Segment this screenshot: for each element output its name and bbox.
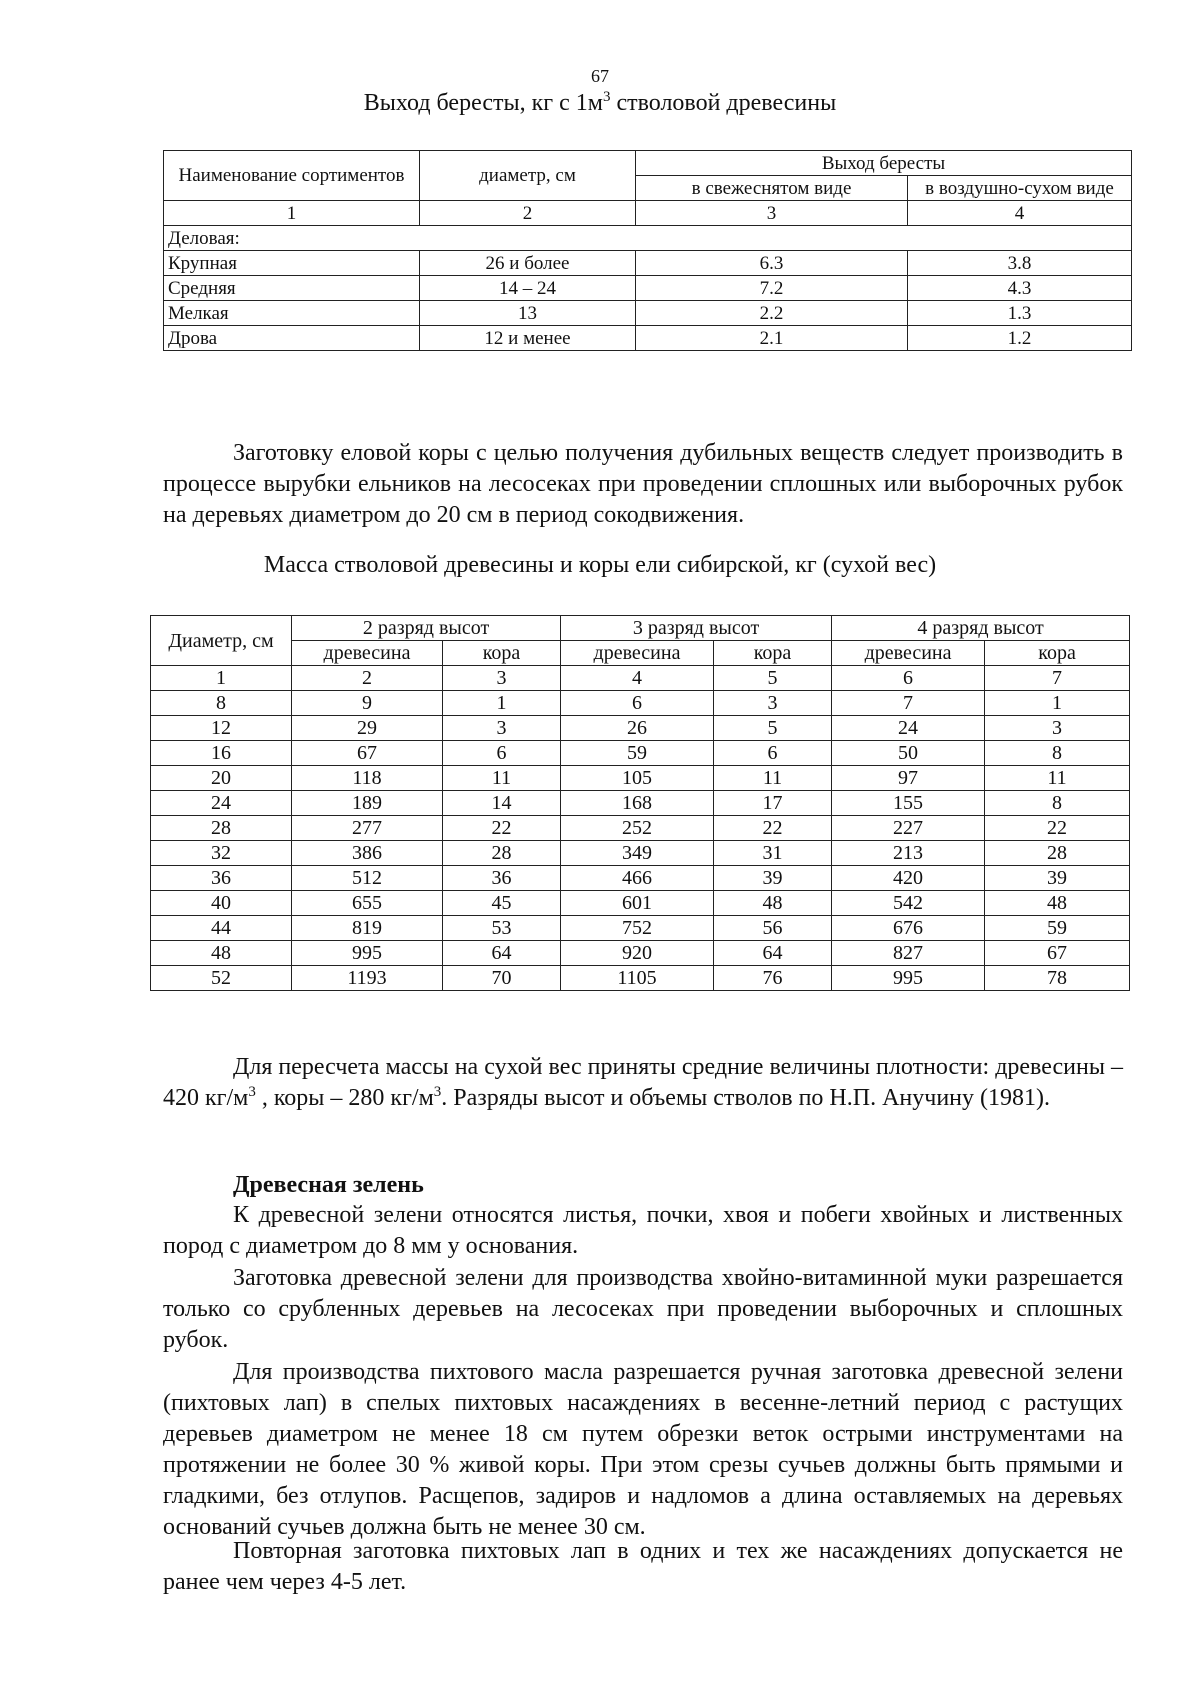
wood-value: 512: [292, 866, 443, 891]
bark-value: 3: [443, 716, 561, 741]
diameter-value: 16: [151, 741, 292, 766]
col-number: 2: [292, 666, 443, 691]
table-row: [151, 841, 1130, 866]
wood-value: 9: [292, 691, 443, 716]
bark-value: 1: [443, 691, 561, 716]
paragraph-greenery-definition: К древесной зелени относятся листья, почки, хвоя и побеги хвойных и лиственных пород с диаметром до 8 мм у основания.: [163, 1202, 1123, 1259]
header-height-class-2: 2 разряд высот: [292, 616, 561, 641]
diameter-value: 32: [151, 841, 292, 866]
table1-title-prefix: Выход бересты, кг с 1м: [363, 90, 603, 116]
wood-value: 827: [832, 941, 985, 966]
diameter-value: 40: [151, 891, 292, 916]
wood-value: 1193: [292, 966, 443, 991]
header-height-class-4: 4 разряд высот: [832, 616, 1130, 641]
table-row: [164, 251, 1132, 276]
diameter-value: 48: [151, 941, 292, 966]
wood-value: 676: [832, 916, 985, 941]
paragraph-spruce-bark: Заготовку еловой коры с целью получения дубильных веществ следует производить в процессе вырубки ельников на лесосеках при проведении сплошных или выборочных рубок на деревьях диаметром до 20 см в период сокодвижения.: [163, 440, 1123, 528]
col-number: 7: [985, 666, 1130, 691]
bark-value: 36: [443, 866, 561, 891]
bark-value: 48: [714, 891, 832, 916]
wood-value: 252: [561, 816, 714, 841]
header-wood: древесина: [561, 641, 714, 666]
table-row: [151, 891, 1130, 916]
paragraph-vitamin-flour: Заготовка древесной зелени для производства хвойно-витаминной муки разрешается только со срубленных деревьев на лесосеках при проведении выборочных и сплошных рубок.: [163, 1265, 1123, 1353]
bark-value: 11: [714, 766, 832, 791]
wood-value: 168: [561, 791, 714, 816]
bark-value: 11: [443, 766, 561, 791]
spruce-mass-table: [150, 615, 1130, 991]
wood-value: 29: [292, 716, 443, 741]
dry-value: 3.8: [908, 251, 1132, 276]
bark-value: 8: [985, 791, 1130, 816]
bark-value: 5: [714, 716, 832, 741]
diameter-value: 24: [151, 791, 292, 816]
header-wood: древесина: [832, 641, 985, 666]
bark-value: 6: [714, 741, 832, 766]
wood-value: 213: [832, 841, 985, 866]
header-assortment-name: Наименование сортиментов: [164, 151, 420, 201]
wood-value: 24: [832, 716, 985, 741]
superscript: 3: [433, 1084, 442, 1100]
table-row: [151, 741, 1130, 766]
bark-value: 3: [714, 691, 832, 716]
bark-value: 78: [985, 966, 1130, 991]
wood-value: 542: [832, 891, 985, 916]
diameter-value: 52: [151, 966, 292, 991]
paragraph-fir-oil: Для производства пихтового масла разрешается ручная заготовка древесной зелени (пихтовых лап) в спелых пихтовых насаждениях в весенне-летний период с растущих деревьев диаметром не менее 18 см путем обрезки веток острыми инструментами на протяжении не более 30 % живой коры. При этом срезы сучьев должны быть прямыми и гладкими, без отлупов. Расщепов, задиров и надломов а длина оставляемых на деревьях оснований сучьев должна быть не менее 30 см.: [163, 1359, 1123, 1540]
header-height-class-3: 3 разряд высот: [561, 616, 832, 641]
bark-value: 70: [443, 966, 561, 991]
header-bark: кора: [443, 641, 561, 666]
wood-value: 118: [292, 766, 443, 791]
col-number: 2: [420, 201, 636, 226]
bark-value: 6: [443, 741, 561, 766]
wood-value: 67: [292, 741, 443, 766]
wood-value: 7: [832, 691, 985, 716]
wood-value: 6: [561, 691, 714, 716]
diameter-value: 44: [151, 916, 292, 941]
wood-value: 655: [292, 891, 443, 916]
paragraph2-part1: Для пересчета массы на сухой вес приняты средние величины плотности: древесины – 420 кг/м: [163, 1054, 1123, 1111]
fresh-value: 2.2: [636, 301, 908, 326]
wood-value: 420: [832, 866, 985, 891]
fresh-value: 2.1: [636, 326, 908, 351]
paragraph2-part3: . Разряды высот и объемы стволов по Н.П. Анучину (1981).: [441, 1085, 1050, 1111]
diameter-value: 12: [151, 716, 292, 741]
bark-value: 8: [985, 741, 1130, 766]
bark-value: 28: [985, 841, 1130, 866]
diameter-value: 8: [151, 691, 292, 716]
table-row: [164, 301, 1132, 326]
table-row: [151, 966, 1130, 991]
column-number-row: [151, 666, 1130, 691]
col-number: 1: [164, 201, 420, 226]
page-number: 67: [591, 66, 609, 86]
dry-value: 1.2: [908, 326, 1132, 351]
table-row: [151, 916, 1130, 941]
wood-value: 97: [832, 766, 985, 791]
assortment-name: Дрова: [164, 326, 420, 351]
table-row: [151, 766, 1130, 791]
wood-value: 1105: [561, 966, 714, 991]
wood-value: 155: [832, 791, 985, 816]
bark-value: 53: [443, 916, 561, 941]
wood-value: 601: [561, 891, 714, 916]
bark-value: 28: [443, 841, 561, 866]
section-label: Деловая:: [164, 226, 1132, 251]
table-row: [151, 816, 1130, 841]
table2-title: Масса стволовой древесины и коры ели сибирской, кг (сухой вес): [263, 552, 937, 578]
wood-value: 995: [832, 966, 985, 991]
table1-title: [0, 90, 1200, 117]
bark-value: 39: [985, 866, 1130, 891]
header-bark-yield: Выход бересты: [636, 151, 1132, 176]
bark-value: 64: [443, 941, 561, 966]
wood-value: 752: [561, 916, 714, 941]
wood-value: 349: [561, 841, 714, 866]
wood-value: 466: [561, 866, 714, 891]
bark-value: 59: [985, 916, 1130, 941]
wood-value: 819: [292, 916, 443, 941]
wood-value: 26: [561, 716, 714, 741]
diameter-value: 28: [151, 816, 292, 841]
wood-value: 277: [292, 816, 443, 841]
table-row: [164, 276, 1132, 301]
paragraph-repeat-harvest: Повторная заготовка пихтовых лап в одних и тех же насаждениях допускается не ранее чем через 4-5 лет.: [163, 1538, 1123, 1595]
diameter-value: 13: [420, 301, 636, 326]
bark-value: 31: [714, 841, 832, 866]
table-row: [151, 866, 1130, 891]
column-number-row: [164, 201, 1132, 226]
assortment-name: Крупная: [164, 251, 420, 276]
bark-value: 76: [714, 966, 832, 991]
wood-value: 227: [832, 816, 985, 841]
header-fresh: в свежеснятом виде: [636, 176, 908, 201]
table1-title-superscript: 3: [602, 89, 611, 105]
table1-title-suffix: стволовой древесины: [610, 90, 837, 116]
col-number: 1: [151, 666, 292, 691]
bark-value: 56: [714, 916, 832, 941]
superscript: 3: [248, 1084, 256, 1100]
header-diameter: Диаметр, см: [151, 616, 292, 666]
wood-value: 920: [561, 941, 714, 966]
dry-value: 4.3: [908, 276, 1132, 301]
diameter-value: 36: [151, 866, 292, 891]
col-number: 4: [908, 201, 1132, 226]
bark-value: 64: [714, 941, 832, 966]
table-row: [151, 941, 1130, 966]
diameter-value: 12 и менее: [420, 326, 636, 351]
col-number: 3: [636, 201, 908, 226]
col-number: 4: [561, 666, 714, 691]
table2-body: [151, 691, 1130, 991]
paragraph2-part2: , коры – 280 кг/м: [255, 1085, 434, 1111]
bark-value: 3: [985, 716, 1130, 741]
bark-value: 11: [985, 766, 1130, 791]
header-diameter: диаметр, см: [420, 151, 636, 201]
assortment-name: Мелкая: [164, 301, 420, 326]
diameter-value: 14 – 24: [420, 276, 636, 301]
diameter-value: 26 и более: [420, 251, 636, 276]
bark-value: 67: [985, 941, 1130, 966]
birch-bark-yield-table: [163, 150, 1132, 351]
header-bark: кора: [714, 641, 832, 666]
wood-value: 386: [292, 841, 443, 866]
wood-value: 50: [832, 741, 985, 766]
table-row: [151, 716, 1130, 741]
bark-value: 22: [714, 816, 832, 841]
col-number: 3: [443, 666, 561, 691]
header-bark: кора: [985, 641, 1130, 666]
wood-value: 189: [292, 791, 443, 816]
header-air-dry: в воздушно-сухом виде: [908, 176, 1132, 201]
table-row: [151, 691, 1130, 716]
wood-value: 105: [561, 766, 714, 791]
bark-value: 22: [985, 816, 1130, 841]
table-row: [151, 791, 1130, 816]
bark-value: 48: [985, 891, 1130, 916]
bark-value: 22: [443, 816, 561, 841]
assortment-name: Средняя: [164, 276, 420, 301]
section-heading: Древесная зелень: [233, 1172, 424, 1198]
bark-value: 14: [443, 791, 561, 816]
fresh-value: 6.3: [636, 251, 908, 276]
wood-value: 59: [561, 741, 714, 766]
dry-value: 1.3: [908, 301, 1132, 326]
paragraph-density: [163, 1052, 1123, 1114]
col-number: 5: [714, 666, 832, 691]
header-wood: древесина: [292, 641, 443, 666]
table-row: [164, 326, 1132, 351]
bark-value: 1: [985, 691, 1130, 716]
col-number: 6: [832, 666, 985, 691]
bark-value: 45: [443, 891, 561, 916]
fresh-value: 7.2: [636, 276, 908, 301]
wood-value: 995: [292, 941, 443, 966]
diameter-value: 20: [151, 766, 292, 791]
bark-value: 17: [714, 791, 832, 816]
bark-value: 39: [714, 866, 832, 891]
